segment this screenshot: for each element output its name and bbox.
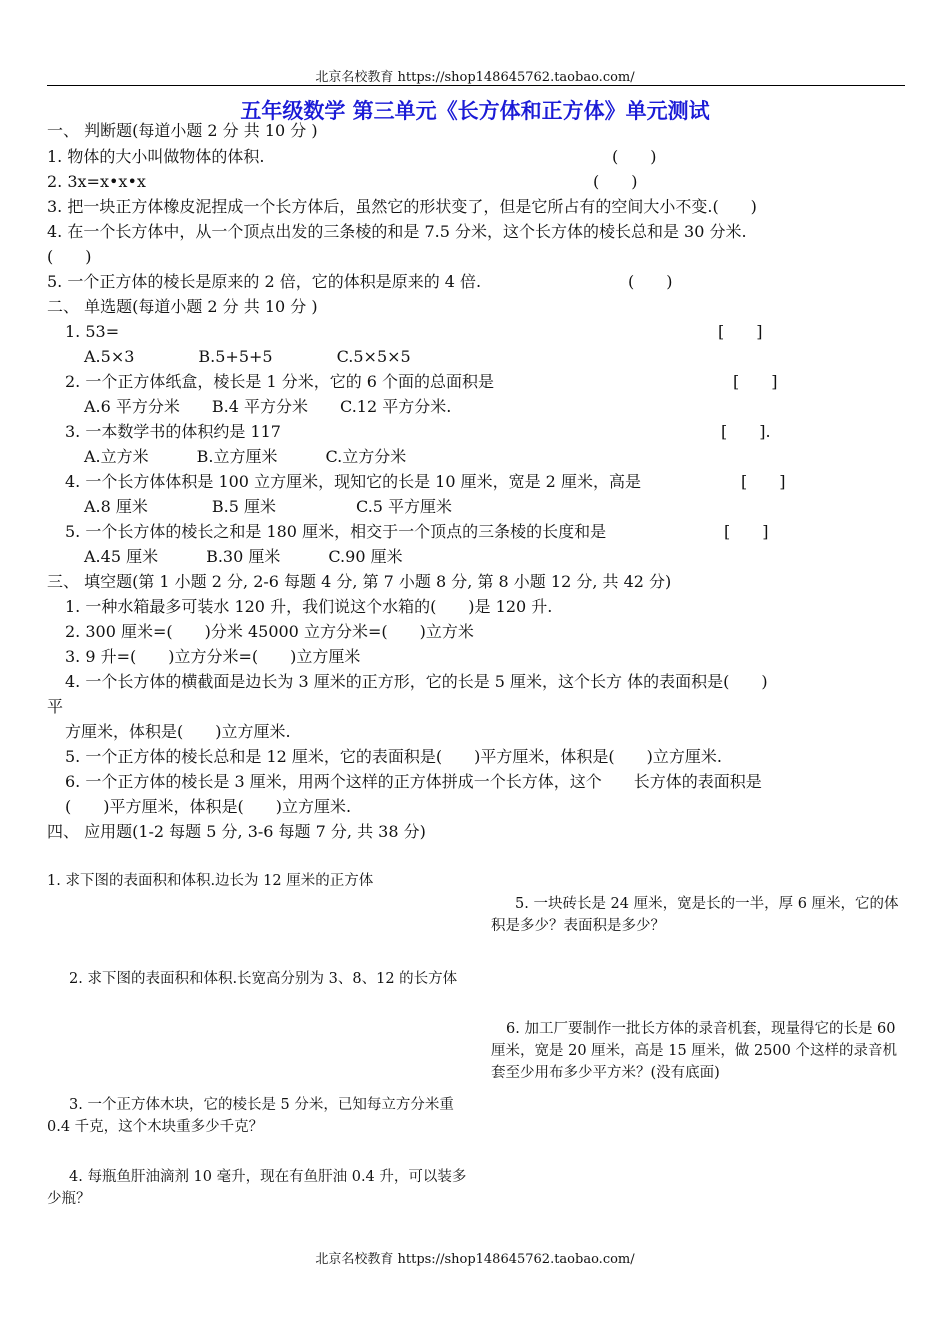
s3-q5: 5. 一个正方体的棱长总和是 12 厘米，它的表面积是( )平方厘米，体积是( )立方厘米. [65,747,722,766]
s2-q3-options: A.立方米 B.立方厘米 C.立方分米 [84,447,407,466]
s3-q6a: 6. 一个正方体的棱长是 3 厘米，用两个这样的正方体拼成一个长方体，这个 长方体的表面积是 [65,772,762,791]
s1-q2-text: 2. 3x=x•x•x [47,172,146,191]
s4-q1: 1. 求下图的表面积和体积.边长为 12 厘米的正方体 [47,873,374,889]
s1-q4-blank: ( ) [47,247,92,266]
s3-q3: 3. 9 升=( )立方分米=( )立方厘米 [65,647,361,666]
s1-q1-text: 1. 物体的大小叫做物体的体积. [47,147,265,166]
s2-q1-bracket: [ ] [718,322,763,341]
page-header: 北京名校教育 https://shop148645762.taobao.com/ [315,70,635,85]
s2-q2-options: A.6 平方分米 B.4 平方分米 C.12 平方分米. [84,397,452,416]
s4-q6: 6. 加工厂要制作一批长方体的录音机套，现量得它的长是 60 厘米，宽是 20 厘米，高是 15 厘米，做 2500 个这样的录音机套至少用布多少平方米？(没有底面) [491,1021,897,1081]
s3-q1: 1. 一种水箱最多可装水 120 升，我们说这个水箱的( )是 120 升. [65,597,553,616]
section4-heading: 四、 应用题(1-2 每题 5 分, 3-6 每题 7 分, 共 38 分) [47,822,426,841]
s2-q1-text: 1. 53= [65,322,120,341]
section2-heading: 二、 单选题(每道小题 2 分 共 10 分 ) [47,297,318,316]
s1-q2-blank: ( ) [593,172,638,191]
s2-q5-options: A.45 厘米 B.30 厘米 C.90 厘米 [84,547,403,566]
s1-q4-text: 4. 在一个长方体中，从一个顶点出发的三条棱的和是 7.5 分米，这个长方体的棱长总和是 30 分米. [47,222,747,241]
s4-q2: 2. 求下图的表面积和体积.长宽高分别为 3、8、12 的长方体 [69,971,458,987]
s2-q5-bracket: [ ] [724,522,769,541]
s2-q2-bracket: [ ] [733,372,778,391]
s4-q5: 5. 一块砖长是 24 厘米，宽是长的一半，厚 6 厘米，它的体积是多少？表面积是多少？ [491,896,899,934]
s4-q3: 3. 一个正方体木块，它的棱长是 5 分米，已知每立方分米重 0.4 千克，这个木块重多少千克？ [47,1097,454,1135]
s2-q4-text: 4. 一个长方体体积是 100 立方厘米，现知它的长是 10 厘米，宽是 2 厘米，高是 [65,472,641,491]
s2-q4-options: A.8 厘米 B.5 厘米 C.5 平方厘米 [84,497,453,516]
s2-q3-text: 3. 一本数学书的体积约是 117 [65,422,281,441]
s3-q2: 2. 300 厘米=( )分米 45000 立方分米=( )立方米 [65,622,474,641]
page-title: 五年级数学 第三单元《长方体和正方体》单元测试 [240,99,710,123]
header-rule [47,85,905,86]
s1-q5-text: 5. 一个正方体的棱长是原来的 2 倍，它的体积是原来的 4 倍. [47,272,482,291]
s2-q5-text: 5. 一个长方体的棱长之和是 180 厘米，相交于一个顶点的三条棱的长度和是 [65,522,607,541]
s2-q1-options: A.5×3 B.5+5+5 C.5×5×5 [84,347,411,366]
s1-q1-blank: ( ) [612,147,657,166]
s1-q3-text: 3. 把一块正方体橡皮泥捏成一个长方体后，虽然它的形状变了，但是它所占有的空间大小不变.( ) [47,197,757,216]
s2-q4-bracket: [ ] [741,472,786,491]
section1-heading: 一、 判断题(每道小题 2 分 共 10 分 ) [47,121,318,140]
s3-q6b: ( )平方厘米，体积是( )立方厘米. [65,797,352,816]
s3-q4c: 方厘米，体积是( )立方厘米. [65,722,291,741]
s2-q3-bracket: [ ]. [721,422,771,441]
s1-q5-blank: ( ) [628,272,673,291]
page-footer: 北京名校教育 https://shop148645762.taobao.com/ [315,1252,635,1267]
s4-q4: 4. 每瓶鱼肝油滴剂 10 毫升，现在有鱼肝油 0.4 升，可以装多少瓶？ [47,1169,467,1207]
s3-q4b: 平 [47,697,64,716]
s3-q4a: 4. 一个长方体的横截面是边长为 3 厘米的正方形，它的长是 5 厘米，这个长方 体的表面积是( ) [65,672,768,691]
section3-heading: 三、 填空题(第 1 小题 2 分, 2-6 每题 4 分, 第 7 小题 8 分, 第 8 小题 12 分, 共 42 分) [47,572,672,591]
s2-q2-text: 2. 一个正方体纸盒，棱长是 1 分米，它的 6 个面的总面积是 [65,372,495,391]
